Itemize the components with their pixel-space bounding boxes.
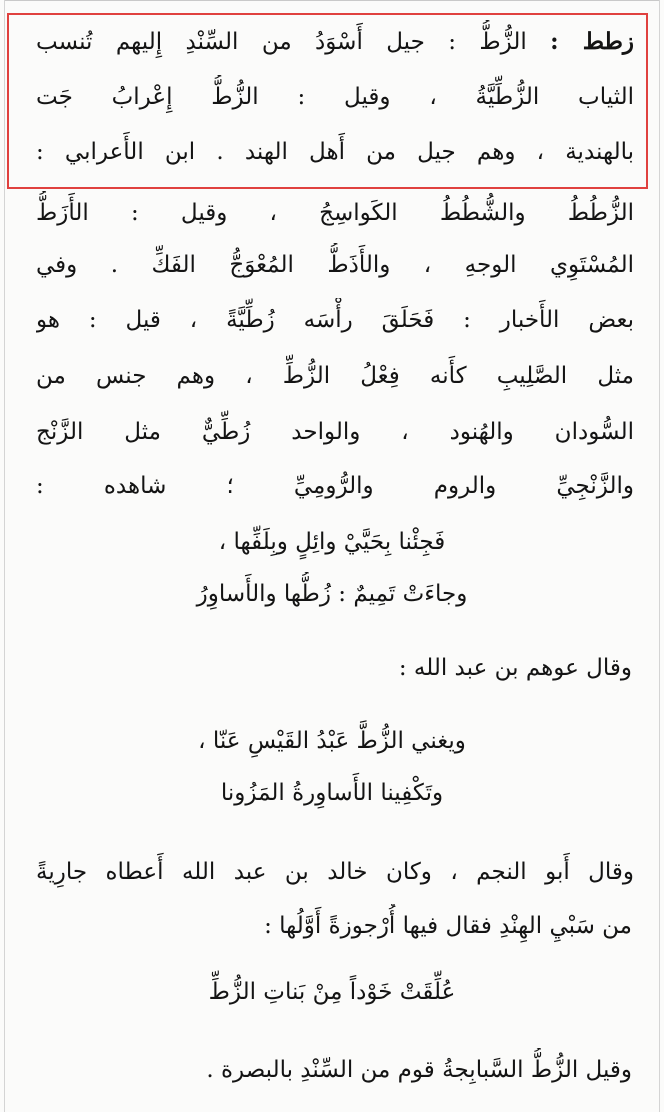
entry-line-3: بالهندية ، وهم جيل من أَهل الهند . ابن الأَعرابي : (36, 139, 634, 165)
entry-line-7: مثل الصَّلِيبِ كأَنه فِعْلُ الزُّطِّ ، وهم جنس من (36, 363, 634, 389)
entry-line-6: بعض الأَخبار : فَحَلَقَ رأْسَه زُطِّيَّةً ، قيل : هو (36, 307, 634, 333)
verse-3: عُلِّقَتْ خَوْداً مِنْ بَناتِ الزُّطِّ (208, 979, 456, 1005)
verse-1-line-2: وجاءَتْ تَمِيمٌ : زُطُّها والأَساوِرُ (196, 581, 468, 607)
intro-2: وقال عوهم بن عبد الله : (398, 655, 632, 681)
intro-3-line-1: وقال أَبو النجم ، وكان خالد بن عبد الله أَعطاه جارِيةً (36, 859, 634, 885)
page-top-border (4, 0, 660, 1)
closing-line: وقيل الزُّطُّ السَّبابِجةُ قوم من السِّنْدِ بالبصرة . (206, 1057, 632, 1083)
verse-2-line-1: ويغني الزُّطَّ عَبْدُ القَيْسِ عَنّا ، (198, 728, 466, 754)
verse-2-line-2: وتَكْفِينا الأَساوِرةُ المَزُونا (220, 780, 444, 806)
entry-head-word: زطط : (550, 28, 634, 55)
entry-line-8: السُّودان والهُنود ، والواحد زُطِّيٌّ مثل الزَّنْج (36, 419, 634, 445)
entry-line-5: المُسْتَوِي الوجهِ ، والأَذَطُّ المُعْوَجُّ الفَكِّ . وفي (36, 252, 634, 278)
intro-3-line-2: من سَبْيِ الهِنْدِ فقال فيها أُرْجوزةً أَوَّلُها : (264, 913, 632, 939)
entry-line-1-text: الزُّطُّ : جيل أَسْوَدُ من السِّنْدِ إِليهم تُنسب (36, 29, 527, 55)
highlight-box (7, 13, 648, 189)
page-right-border (659, 0, 660, 1112)
page-left-border (4, 0, 5, 1112)
entry-line-4: الزُّطُطُ والشُّطُطُ الكَواسِجُ ، وقيل : الأَزَطُّ (36, 200, 634, 226)
verse-1-line-1: فَجِئْنا بِحَيَّيْ وائِلٍ وبِلَفِّها ، (218, 529, 446, 555)
entry-line-9: والزَّنْجِيِّ والروم والرُّومِيِّ ؛ شاهده : (36, 473, 634, 499)
entry-line-2: الثياب الزُّطِّيَّةُ ، وقيل : الزُّطُّ إِعْرابُ جَت (36, 84, 634, 110)
